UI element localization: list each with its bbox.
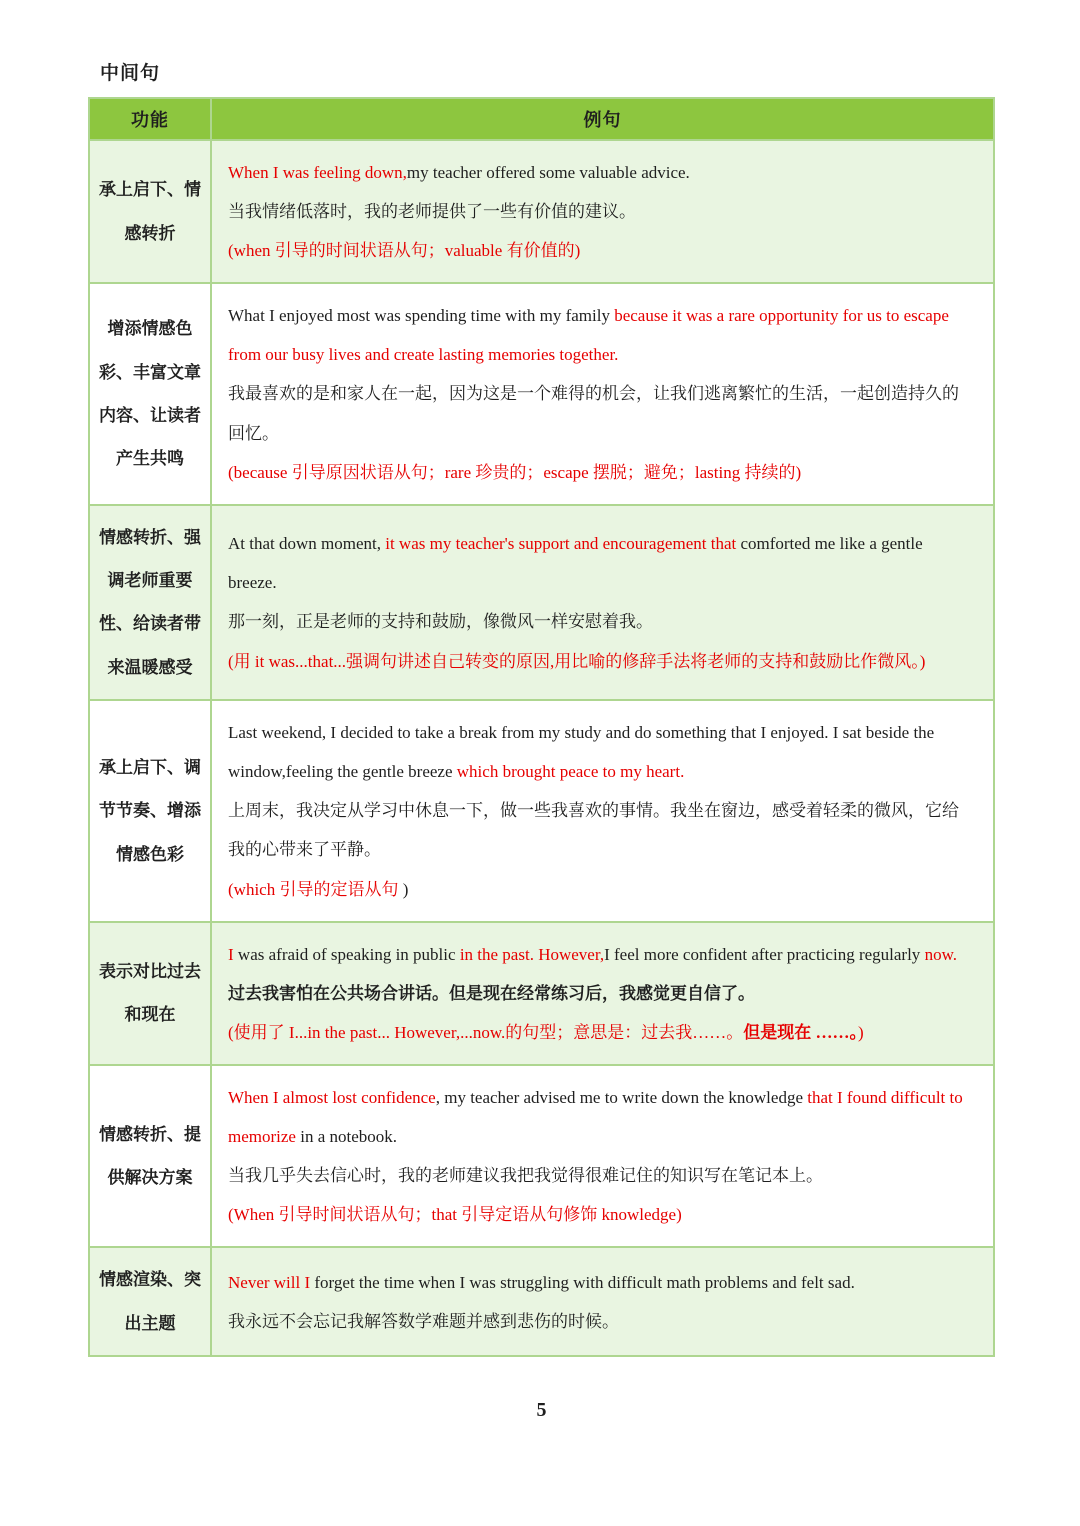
highlighted-text: When I was feeling down,: [228, 163, 407, 182]
highlighted-text: (用 it was...that...强调句讲述自己转变的原因,用比喻的修辞手法将老师的支持和鼓励比作微风。): [228, 651, 926, 671]
example-paragraph: [228, 374, 975, 452]
table-header-row: [89, 98, 994, 140]
example-cell: [211, 1065, 994, 1247]
text-segment: forget the time when I was struggling with difficult math problems and felt sad.: [310, 1272, 855, 1292]
header-example: 例句: [211, 98, 994, 140]
example-paragraph: [228, 1195, 975, 1234]
table-row: [89, 922, 994, 1065]
header-function: 功能: [89, 98, 211, 140]
example-paragraph: [228, 192, 975, 231]
text-segment: 我最喜欢的是和家人在一起，因为这是一个难得的机会，让我们逃离繁忙的生活，一起创造持久的回忆。: [228, 384, 959, 443]
function-cell: 表示对比过去和现在: [89, 922, 211, 1065]
example-paragraph: [228, 1302, 975, 1341]
example-paragraph: [228, 602, 975, 641]
table-row: [89, 505, 994, 700]
highlighted-text: However,: [538, 944, 605, 964]
example-paragraph: [228, 935, 975, 974]
highlighted-text: Never will I: [228, 1272, 311, 1292]
example-paragraph: [228, 296, 975, 374]
example-paragraph: [228, 870, 975, 909]
highlighted-text: (When 引导时间状语从句；that 引导定语从句修饰 knowledge): [228, 1205, 682, 1225]
text-segment: At that down moment,: [228, 534, 386, 554]
text-segment: Last weekend, I decided to take a break from my study and do something that I enjoyed. I sat beside the window,feeling the gentle breeze: [228, 723, 935, 782]
text-segment: 当我情绪低落时，我的老师提供了一些有价值的建议。: [228, 202, 636, 222]
example-cell: [211, 700, 994, 921]
example-cell: [211, 1247, 994, 1356]
function-cell: 承上启下、调节节奏、增添情感色彩: [89, 700, 211, 921]
text-segment: 上周末，我决定从学习中休息一下，做一些我喜欢的事情。我坐在窗边，感受着轻柔的微风，它给我的心带来了平静。: [228, 801, 959, 860]
example-paragraph: [228, 791, 975, 869]
highlighted-text: (when 引导的时间状语从句；valuable 有价值的): [228, 241, 581, 261]
example-paragraph: [228, 153, 975, 192]
highlighted-text: When I almost lost confidence: [228, 1087, 436, 1107]
text-segment: , my teacher advised me to write down the knowledge: [435, 1087, 808, 1107]
text-segment: was afraid of speaking in public: [233, 944, 460, 964]
text-segment: in a notebook.: [295, 1126, 398, 1146]
table-row: [89, 283, 994, 504]
example-cell: [211, 505, 994, 700]
example-paragraph: [228, 524, 975, 602]
highlighted-text: in the past.: [459, 944, 534, 964]
table-row: [89, 1065, 994, 1247]
highlighted-text: which brought peace to my heart.: [456, 762, 685, 782]
text-segment: 那一刻，正是老师的支持和鼓励，像微风一样安慰着我。: [228, 612, 653, 632]
example-paragraph: [228, 1263, 975, 1302]
example-paragraph: [228, 974, 975, 1013]
text-segment: I feel more confident after practicing regularly: [604, 944, 925, 964]
example-paragraph: [228, 642, 975, 681]
table-row: [89, 1247, 994, 1356]
function-cell: 情感转折、强调老师重要性、给读者带来温暖感受: [89, 505, 211, 700]
highlighted-text: now.: [924, 944, 957, 964]
text-segment: 我永远不会忘记我解答数学难题并感到悲伤的时候。: [228, 1311, 619, 1331]
table-body: [89, 140, 994, 1356]
text-segment: 当我几乎失去信心时，我的老师建议我把我觉得很难记住的知识写在笔记本上。: [228, 1166, 823, 1186]
text-segment: What I enjoyed most was spending time with my family: [228, 306, 615, 326]
page-number: 5: [536, 1398, 547, 1421]
highlighted-text: (which 引导的定语从句: [228, 879, 399, 899]
highlighted-text: because it was a rare opportunity for us to escape from our busy lives and create lasting memories together.: [228, 306, 949, 365]
example-paragraph: [228, 1013, 975, 1052]
example-cell: [211, 283, 994, 504]
function-cell: 承上启下、情感转折: [89, 140, 211, 283]
table-row: [89, 700, 994, 921]
highlighted-text: I: [228, 944, 234, 964]
middle-sentences-table: [88, 97, 995, 1357]
highlighted-text: 但是现在 ……。: [743, 1022, 858, 1042]
function-cell: 增添情感色彩、丰富文章内容、让读者产生共鸣: [89, 283, 211, 504]
example-paragraph: [228, 713, 975, 791]
text-segment: my teacher offered some valuable advice.: [406, 163, 690, 182]
function-cell: 情感渲染、突出主题: [89, 1247, 211, 1356]
example-paragraph: [228, 453, 975, 492]
example-cell: [211, 140, 994, 283]
highlighted-text: (使用了 I...in the past... However,...now.的句型；意思是：过去我……。: [228, 1022, 744, 1042]
text-segment: ): [398, 879, 409, 899]
text-segment: comforted me like a gentle breeze.: [228, 534, 923, 593]
example-paragraph: [228, 1156, 975, 1195]
example-cell: [211, 922, 994, 1065]
highlighted-text: (because 引导原因状语从句；rare 珍贵的；escape 摆脱；避免；lasting 持续的): [228, 462, 802, 482]
example-paragraph: [228, 1078, 975, 1156]
page-title: 中间句: [100, 63, 161, 84]
function-cell: 情感转折、提供解决方案: [89, 1065, 211, 1247]
highlighted-text: that I found difficult to memorize: [228, 1087, 963, 1146]
table-row: [89, 140, 994, 283]
highlighted-text: it was my teacher's support and encouragement that: [385, 534, 737, 554]
example-paragraph: [228, 231, 975, 270]
highlighted-text: ): [858, 1022, 864, 1042]
text-segment: 过去我害怕在公共场合讲话。但是现在经常练习后，我感觉更自信了。: [228, 983, 755, 1003]
